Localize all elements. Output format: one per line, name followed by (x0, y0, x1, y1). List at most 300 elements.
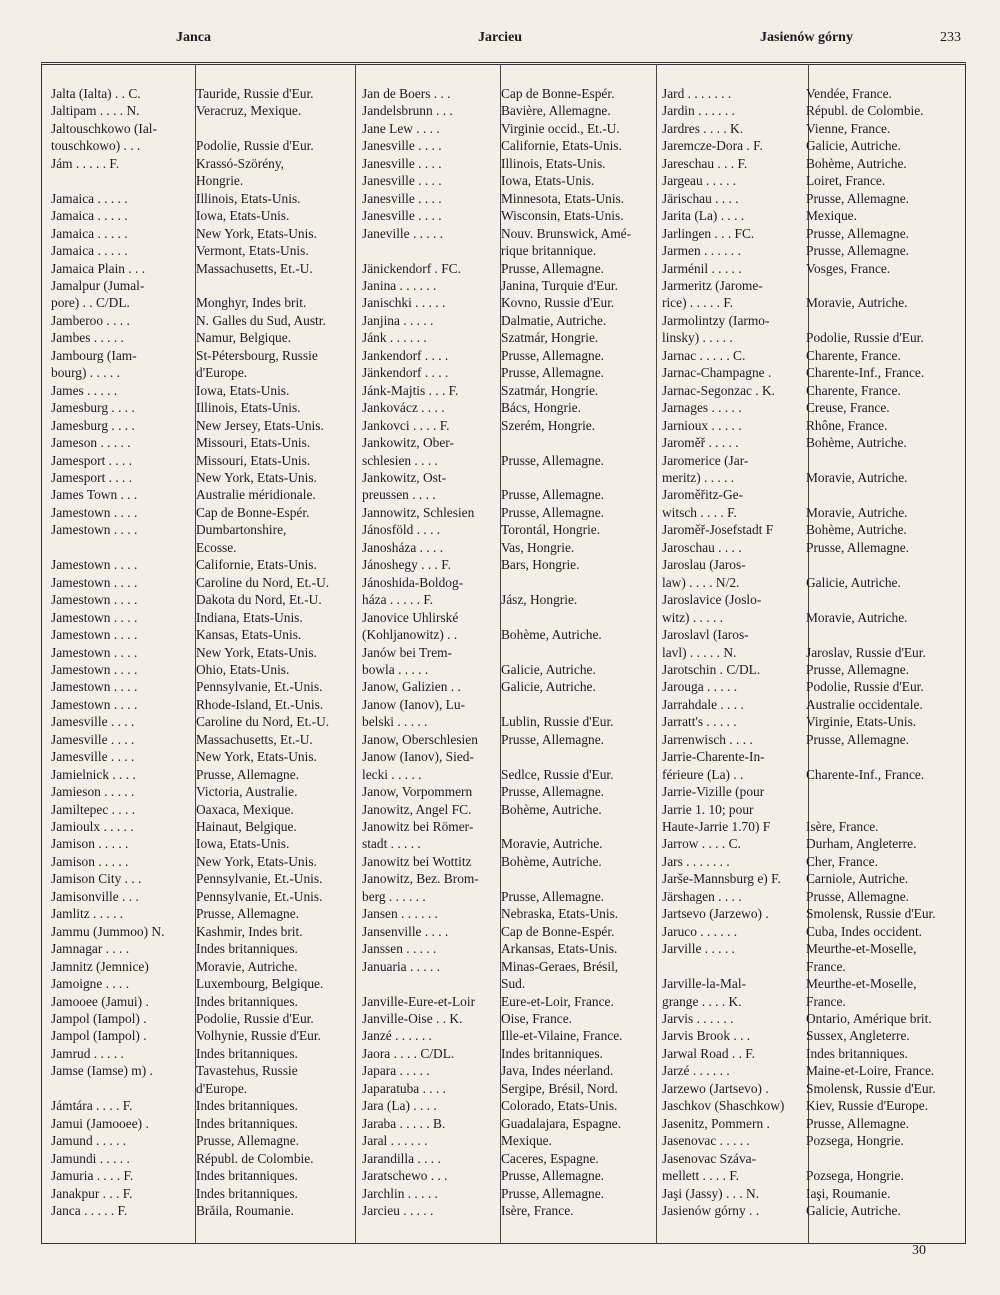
place-location: Moravie, Autriche. (196, 958, 298, 974)
place-name: Jambourg (Iam- (51, 347, 137, 363)
place-name: Jarita (La) . . . . (662, 208, 745, 224)
place-name: Jarandilla . . . . (362, 1150, 441, 1166)
place-location: New York, Etats-Unis. (196, 644, 317, 660)
place-name: Jarvis Brook . . . (662, 1028, 751, 1044)
place-name: Jareschau . . . F. (662, 155, 748, 171)
place-name: Jánoshegy . . . F. (362, 557, 451, 573)
place-location: Charente, France. (806, 347, 901, 363)
table-row (362, 277, 651, 294)
table-row (51, 1150, 344, 1167)
table-row (362, 539, 651, 556)
place-name: lavl) . . . . . N. (662, 644, 737, 660)
place-name: Jamestown . . . . (51, 609, 138, 625)
table-row (662, 260, 956, 277)
place-location: Pennsylvanie, Et.-Unis. (196, 888, 323, 904)
place-name: touschkowo) . . . (51, 138, 141, 154)
place-location: Dakota du Nord, Et.-U. (196, 592, 322, 608)
place-name: Jamestown . . . . (51, 696, 138, 712)
place-location: Bács, Hongrie. (501, 400, 581, 416)
place-name: Janssen . . . . . (362, 941, 437, 957)
place-location (806, 591, 956, 608)
place-name: Jarwal Road . . F. (662, 1045, 756, 1061)
place-location: Australie méridionale. (196, 487, 316, 503)
place-location (806, 783, 956, 800)
place-location: Prusse, Allemagne. (806, 661, 910, 677)
place-name: Janakpur . . . F. (51, 1185, 133, 1201)
place-name: linsky) . . . . . (662, 330, 733, 346)
table-row (51, 731, 344, 748)
place-name: Jaroschau . . . . (662, 539, 742, 555)
table-row (51, 120, 344, 137)
table-row (662, 1132, 956, 1149)
table-row (662, 975, 956, 992)
table-row (662, 190, 956, 207)
place-location: Moravie, Autriche. (501, 836, 603, 852)
place-name: Jarmolintzy (Iarmo- (662, 312, 770, 328)
place-name: Jarnages . . . . . (662, 400, 742, 416)
place-location: Mexique. (806, 208, 857, 224)
place-name: Jamisonville . . . (51, 888, 139, 904)
place-name: Järshagen . . . . (662, 888, 742, 904)
table-row (362, 958, 651, 975)
table-row (662, 870, 956, 887)
place-location: Illinois, Etats-Unis. (196, 190, 301, 206)
place-location (806, 1150, 956, 1167)
place-location: Sedlce, Russie d'Eur. (501, 766, 614, 782)
place-name: Jaraba . . . . . B. (362, 1115, 446, 1131)
table-row (51, 504, 344, 521)
table-row (362, 661, 651, 678)
place-name: Janjina . . . . . (362, 312, 434, 328)
place-location (196, 120, 344, 137)
table-row (51, 1132, 344, 1149)
table-row (51, 1202, 344, 1219)
table-row (51, 678, 344, 695)
table-row (362, 486, 651, 503)
place-name: Jamestown . . . . (51, 574, 138, 590)
table-row (662, 452, 956, 469)
place-name: Jaşi (Jassy) . . . N. (662, 1185, 760, 1201)
table-row (662, 469, 956, 486)
place-name: Jamaica . . . . . (51, 243, 128, 259)
place-location: Oise, France. (501, 1011, 573, 1027)
place-location (196, 277, 344, 294)
place-name (362, 242, 501, 259)
table-row (51, 853, 344, 870)
table-row (362, 242, 651, 259)
table-row (362, 1010, 651, 1027)
place-name: Janow, Vorpommern (362, 784, 473, 800)
table-row (662, 574, 956, 591)
table-row (51, 364, 344, 381)
place-name: Jarmen . . . . . . (662, 243, 741, 259)
place-location: Prusse, Allemagne. (806, 539, 910, 555)
table-row (51, 574, 344, 591)
table-row (51, 696, 344, 713)
table-row (51, 1045, 344, 1062)
place-location: Iaşi, Roumanie. (806, 1185, 891, 1201)
place-name: (Kohljanowitz) . . (362, 627, 458, 643)
table-row (51, 85, 344, 102)
table-row (662, 1150, 956, 1167)
table-row (51, 155, 344, 172)
place-location: Prusse, Allemagne. (501, 452, 605, 468)
place-location: Iowa, Etats-Unis. (501, 173, 595, 189)
place-name: Jamestown . . . . (51, 644, 138, 660)
place-location: Moravie, Autriche. (806, 295, 908, 311)
table-row (51, 993, 344, 1010)
place-name: Jamund . . . . . (51, 1133, 127, 1149)
place-location: Jász, Hongrie. (501, 592, 578, 608)
place-location: rique britannique. (501, 243, 597, 259)
place-location: Volhynie, Russie d'Eur. (196, 1028, 321, 1044)
place-name: Jamestown . . . . (51, 592, 138, 608)
table-row (362, 504, 651, 521)
table-row (662, 958, 956, 975)
place-name (51, 172, 196, 189)
place-name: Jamesville . . . . (51, 731, 135, 747)
table-row (662, 120, 956, 137)
place-name: Jarrow . . . . C. (662, 836, 741, 852)
table-row (51, 347, 344, 364)
place-location: Indes britanniques. (196, 1115, 298, 1131)
place-location: Oaxaca, Mexique. (196, 801, 294, 817)
table-row (362, 766, 651, 783)
place-name: rice) . . . . . F. (662, 295, 734, 311)
place-location (501, 696, 651, 713)
table-row (362, 155, 651, 172)
place-name: Jarménil . . . . . (662, 260, 742, 276)
place-location: Prusse, Allemagne. (501, 487, 605, 503)
place-location: Tauride, Russie d'Eur. (196, 86, 314, 101)
place-location: Smolensk, Russie d'Eur. (806, 1080, 936, 1096)
place-name: Jan de Boers . . . (362, 86, 451, 101)
table-row (662, 783, 956, 800)
place-name: Jalta (Ialta) . . C. (51, 86, 141, 101)
place-location: Tavastehus, Russie (196, 1063, 298, 1079)
place-location: Eure-et-Loir, France. (501, 993, 614, 1009)
table-row (362, 818, 651, 835)
place-location: Bohème, Autriche. (501, 627, 602, 643)
table-row (362, 644, 651, 661)
place-location: Galicie, Autriche. (806, 138, 901, 154)
place-name: Jaral . . . . . . (362, 1133, 428, 1149)
place-location: Indes britanniques. (196, 993, 298, 1009)
place-name: meritz) . . . . . (662, 469, 735, 485)
table-row (51, 783, 344, 800)
table-row (662, 818, 956, 835)
place-location: Maine-et-Loire, France. (806, 1063, 935, 1079)
place-location: Dalmatie, Autriche. (501, 312, 607, 328)
place-location: Smolensk, Russie d'Eur. (806, 906, 936, 922)
table-row (362, 364, 651, 381)
place-name (362, 975, 501, 992)
place-location: Vermont, Etats-Unis. (196, 243, 309, 259)
place-name: háza . . . . . F. (362, 592, 434, 608)
place-location: Kovno, Russie d'Eur. (501, 295, 615, 311)
place-name: Janesville . . . . (362, 155, 442, 171)
place-location: Prusse, Allemagne. (501, 1168, 605, 1184)
place-name: Jansen . . . . . . (362, 906, 438, 922)
place-location: Indes britanniques. (196, 1045, 298, 1061)
place-location: Indes britanniques. (196, 1168, 298, 1184)
place-name: Janischki . . . . . (362, 295, 446, 311)
place-location: Szerém, Hongrie. (501, 417, 596, 433)
place-name: Janow, Oberschlesien (362, 731, 478, 747)
table-row (662, 312, 956, 329)
place-name: Jarrie-Charente-In- (662, 749, 765, 765)
place-location: Rhode-Island, Et.-Unis. (196, 696, 324, 712)
place-name: Janesville . . . . (362, 138, 442, 154)
table-row (362, 1080, 651, 1097)
place-location: Monghyr, Indes brit. (196, 295, 307, 311)
place-name: Jampol (Iampol) . (51, 1011, 147, 1027)
table-row (362, 626, 651, 643)
place-location: Bavière, Allemagne. (501, 103, 611, 119)
place-location: Pozsega, Hongrie. (806, 1168, 904, 1184)
place-location (501, 469, 651, 486)
place-name: Jaroslavl (Iaros- (662, 627, 749, 643)
table-row (662, 626, 956, 643)
place-name: Jamberoo . . . . (51, 312, 130, 328)
place-name: Janesville . . . . (362, 208, 442, 224)
place-location: Bars, Hongrie. (501, 557, 580, 573)
place-name: Jamesburg . . . . (51, 417, 135, 433)
place-name: Janowitz bei Römer- (362, 819, 474, 835)
place-location: Colorado, Etats-Unis. (501, 1098, 618, 1114)
place-name (51, 539, 196, 556)
place-name: Janow (Ianov), Sied- (362, 749, 474, 765)
place-name: Jaroměř . . . . . (662, 435, 739, 451)
table-row (662, 85, 956, 102)
place-name: Japara . . . . . (362, 1063, 430, 1079)
place-location: Cher, France. (806, 853, 878, 869)
place-name: Jarchlin . . . . . (362, 1185, 438, 1201)
place-name: Jane Lew . . . . (362, 120, 440, 136)
table-row (362, 783, 651, 800)
place-location: d'Europe. (196, 1080, 248, 1096)
table-row (51, 1027, 344, 1044)
table-row (362, 417, 651, 434)
place-name: Jaschkov (Shaschkow) (662, 1098, 785, 1114)
place-name: Jamnagar . . . . (51, 941, 130, 957)
place-name: Jänkendorf . . . . (362, 365, 449, 381)
place-location: Prusse, Allemagne. (806, 190, 910, 206)
place-location: Indes britanniques. (196, 1185, 298, 1201)
table-row (662, 225, 956, 242)
place-name: berg . . . . . . (362, 888, 426, 904)
table-row (51, 1185, 344, 1202)
table-row (662, 940, 956, 957)
place-location: Australie occidentale. (806, 696, 923, 712)
gazetteer-column-2 (362, 85, 651, 1219)
table-row (362, 312, 651, 329)
place-name: grange . . . . K. (662, 993, 742, 1009)
place-location: Caroline du Nord, Et.-U. (196, 714, 330, 730)
table-row (362, 870, 651, 887)
place-location: Guadalajara, Espagne. (501, 1115, 622, 1131)
table-row (362, 225, 651, 242)
table-row (362, 940, 651, 957)
table-row (51, 1115, 344, 1132)
place-name: Jasienów górny . . (662, 1203, 760, 1218)
table-row (51, 172, 344, 189)
table-row (51, 486, 344, 503)
place-location: Carniole, Autriche. (806, 871, 909, 887)
place-name: Jamesburg . . . . (51, 400, 135, 416)
place-name: Janów bei Trem- (362, 644, 453, 660)
place-location: Prusse, Allemagne. (806, 1115, 910, 1131)
place-location: Iowa, Etats-Unis. (196, 382, 290, 398)
place-name: Jambes . . . . . (51, 330, 124, 346)
place-location (806, 626, 956, 643)
place-location: France. (806, 958, 846, 974)
place-location: Bohème, Autriche. (806, 435, 907, 451)
table-row (362, 102, 651, 119)
place-name: Jamestown . . . . (51, 504, 138, 520)
place-name: Jarnac-Segonzac . K. (662, 382, 776, 398)
table-row (662, 888, 956, 905)
table-row (362, 835, 651, 852)
place-location: Veracruz, Mexique. (196, 103, 302, 119)
place-name: Jarnac . . . . . C. (662, 347, 746, 363)
table-row (662, 1045, 956, 1062)
place-name: Jaroměřitz-Ge- (662, 487, 744, 503)
table-row (51, 190, 344, 207)
page-number: 233 (940, 30, 961, 45)
place-location: Moravie, Autriche. (806, 504, 908, 520)
table-row (51, 277, 344, 294)
place-location: Java, Indes néerland. (501, 1063, 614, 1079)
table-row (662, 853, 956, 870)
place-location: Szatmár, Hongrie. (501, 382, 599, 398)
table-row (662, 155, 956, 172)
place-location: Prusse, Allemagne. (196, 1133, 300, 1149)
place-location: Californie, Etats-Unis. (501, 138, 622, 154)
place-name: Jard . . . . . . . (662, 86, 732, 101)
place-name: pore) . . C/DL. (51, 295, 130, 311)
table-row (362, 521, 651, 538)
place-name: Jamui (Jamooee) . (51, 1115, 149, 1131)
table-row (51, 312, 344, 329)
place-name: Janeville . . . . . (362, 225, 444, 241)
table-row (662, 923, 956, 940)
table-row (362, 207, 651, 224)
table-row (362, 731, 651, 748)
place-location: Prusse, Allemagne. (806, 888, 910, 904)
place-location (501, 609, 651, 626)
place-name: lecki . . . . . (362, 766, 422, 782)
place-location: Prusse, Allemagne. (806, 731, 910, 747)
place-name: Jartsevo (Jarzewo) . (662, 906, 769, 922)
table-row (51, 644, 344, 661)
table-row (662, 1115, 956, 1132)
place-name: Jankendorf . . . . (362, 347, 449, 363)
table-row (662, 294, 956, 311)
place-name: Jámtára . . . . F. (51, 1098, 133, 1114)
place-name: Jarlingen . . . FC. (662, 225, 755, 241)
place-name: Jamalpur (Jumal- (51, 277, 145, 293)
place-name: Janovice Uhlirské (362, 609, 459, 625)
place-location: Prusse, Allemagne. (501, 260, 605, 276)
place-location: Sergipe, Brésil, Nord. (501, 1080, 618, 1096)
place-name: Jankowitz, Ober- (362, 435, 454, 451)
table-row (51, 452, 344, 469)
place-location: Durham, Angleterre. (806, 836, 917, 852)
place-name: Järischau . . . . (662, 190, 739, 206)
table-row (662, 678, 956, 695)
table-row (362, 905, 651, 922)
place-location: Meurthe-et-Moselle, (806, 976, 917, 992)
place-name: Jamesville . . . . (51, 714, 135, 730)
place-location: Républ. de Colombie. (806, 103, 924, 119)
place-location: Torontál, Hongrie. (501, 522, 601, 538)
place-location: Indes britanniques. (196, 1098, 298, 1114)
place-name: Jameson . . . . . (51, 435, 131, 451)
table-row (51, 940, 344, 957)
gazetteer-column-3 (662, 85, 956, 1219)
header-center-catchword: Jarcieu (478, 30, 523, 45)
place-location: Nebraska, Etats-Unis. (501, 906, 619, 922)
place-name: Jaromerice (Jar- (662, 452, 749, 468)
place-location: Victoria, Australie. (196, 784, 298, 800)
place-location: Virginie, Etats-Unis. (806, 714, 917, 730)
place-name: Jamesport . . . . (51, 469, 133, 485)
place-location: Krassó-Szörény, (196, 155, 285, 171)
place-name: witz) . . . . . (662, 609, 723, 625)
table-row (51, 242, 344, 259)
table-row (51, 905, 344, 922)
table-row (662, 1167, 956, 1184)
place-name (662, 958, 806, 975)
table-row (662, 713, 956, 730)
table-row (662, 504, 956, 521)
place-name: Jankowitz, Ost- (362, 469, 447, 485)
place-location: Moravie, Autriche. (806, 469, 908, 485)
table-row (362, 452, 651, 469)
place-name: Jamuria . . . . F. (51, 1168, 134, 1184)
place-name: Jamison . . . . . (51, 853, 129, 869)
table-row (362, 591, 651, 608)
table-row (662, 364, 956, 381)
table-row (662, 696, 956, 713)
table-row (662, 382, 956, 399)
table-row (662, 609, 956, 626)
place-location: New York, Etats-Unis. (196, 853, 317, 869)
place-name: Jamison . . . . . (51, 836, 129, 852)
place-name: Jamoigne . . . . (51, 976, 130, 992)
place-name: Jargeau . . . . . (662, 173, 737, 189)
place-location: Prusse, Allemagne. (501, 365, 605, 381)
table-row (662, 539, 956, 556)
table-row (51, 382, 344, 399)
place-name: Jaltouschkowo (Ial- (51, 120, 157, 136)
table-row (51, 260, 344, 277)
table-row (662, 556, 956, 573)
place-location: Illinois, Etats-Unis. (196, 400, 301, 416)
place-location: Cap de Bonne-Espér. (501, 86, 615, 101)
place-location: St-Pétersbourg, Russie (196, 347, 318, 363)
place-location: Prusse, Allemagne. (196, 766, 300, 782)
place-location: Vienne, France. (806, 120, 891, 136)
place-name: Jánk . . . . . . (362, 330, 427, 346)
table-row (662, 731, 956, 748)
table-row (51, 225, 344, 242)
table-row (662, 591, 956, 608)
place-name: Jarrie 1. 10; pour (662, 801, 754, 817)
place-name: Jaruco . . . . . . (662, 923, 738, 939)
place-location: Loiret, France. (806, 173, 886, 189)
